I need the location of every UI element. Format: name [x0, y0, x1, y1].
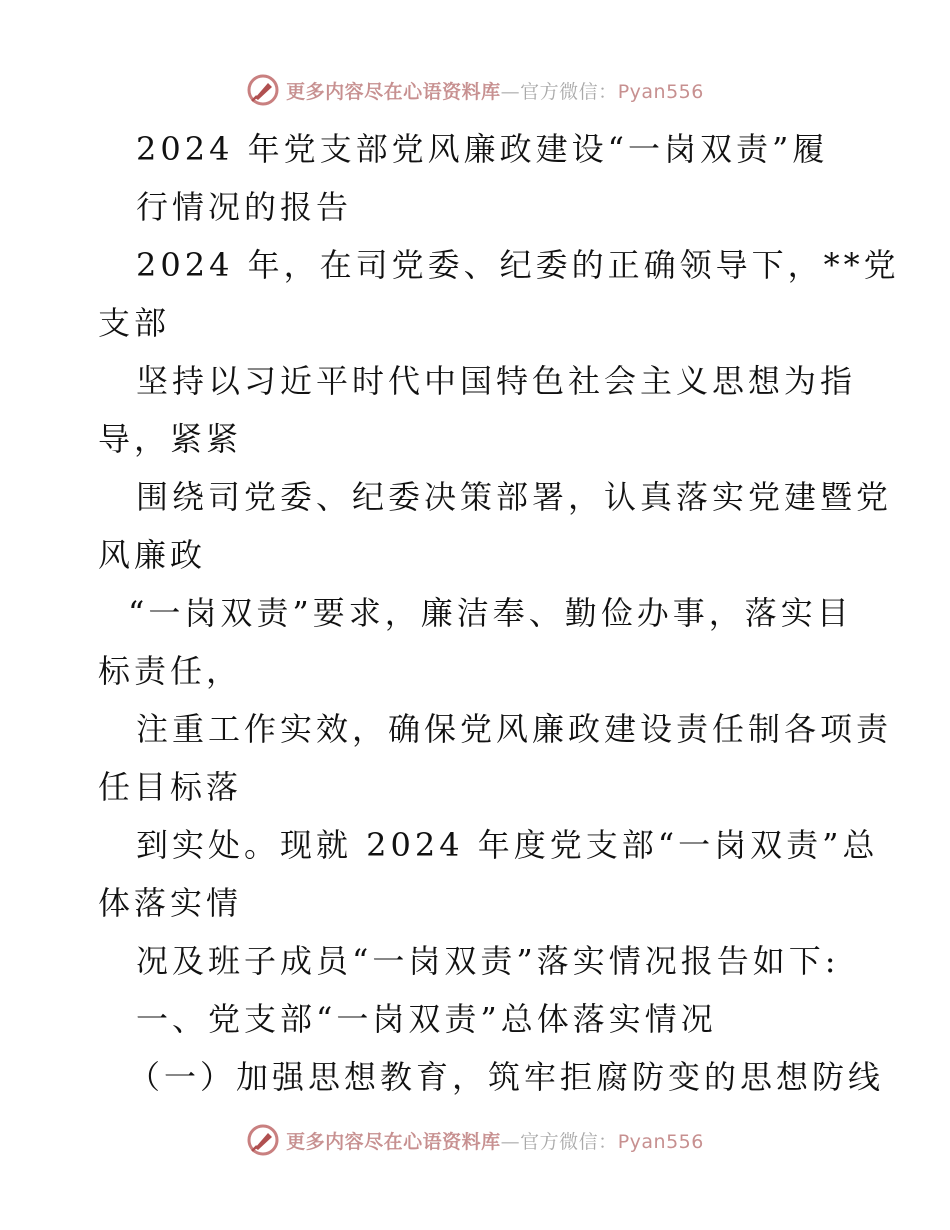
watermark-sub: 官方微信：: [520, 1130, 618, 1153]
watermark-id: Pyan556: [617, 1130, 704, 1153]
watermark-separator: —: [500, 80, 521, 103]
doc-title-line-2: 行情况的报告: [136, 188, 353, 226]
doc-line: 体落实情: [98, 884, 243, 922]
doc-line: 围绕司党委、纪委决策部署，认真落实党建暨党: [136, 478, 893, 516]
header-watermark: [0, 70, 950, 110]
doc-line: 支部: [98, 304, 171, 342]
doc-line: 坚持以习近平时代中国特色社会主义思想为指: [136, 362, 857, 400]
section-heading: 一、党支部“一岗双责”总体落实情况: [136, 1000, 717, 1038]
doc-line: 标责任，: [98, 652, 243, 690]
doc-line: 注重工作实效，确保党风廉政建设责任制各项责: [136, 710, 893, 748]
pen-nib-logo-icon: [246, 73, 280, 107]
doc-line: 2024 年，在司党委、纪委的正确领导下，**党: [136, 246, 900, 284]
subsection-heading: （一）加强思想教育，筑牢拒腐防变的思想防线: [128, 1058, 885, 1096]
watermark-sub: 官方微信：: [520, 80, 618, 103]
watermark-separator: —: [500, 1130, 521, 1153]
watermark-text: [286, 77, 704, 104]
watermark-id: Pyan556: [617, 80, 704, 103]
pen-nib-logo-icon: [246, 1123, 280, 1157]
doc-line: 况及班子成员“一岗双责”落实情况报告如下:: [136, 942, 840, 980]
doc-line: 风廉政: [98, 536, 207, 574]
document-body: [98, 120, 900, 1106]
watermark-main: 更多内容尽在心语资料库: [286, 80, 501, 103]
doc-title-line-1: 2024 年党支部党风廉政建设“一岗双责”履: [136, 130, 829, 168]
footer-watermark: [0, 1120, 950, 1160]
watermark-text: [286, 1127, 704, 1154]
doc-line: 任目标落: [98, 768, 243, 806]
watermark-main: 更多内容尽在心语资料库: [286, 1130, 501, 1153]
doc-line: 导，紧紧: [98, 420, 243, 458]
doc-line: “一岗双责”要求，廉洁奉、勤俭办事，落实目: [128, 594, 853, 632]
doc-line: 到实处。现就 2024 年度党支部“一岗双责”总: [136, 826, 879, 864]
